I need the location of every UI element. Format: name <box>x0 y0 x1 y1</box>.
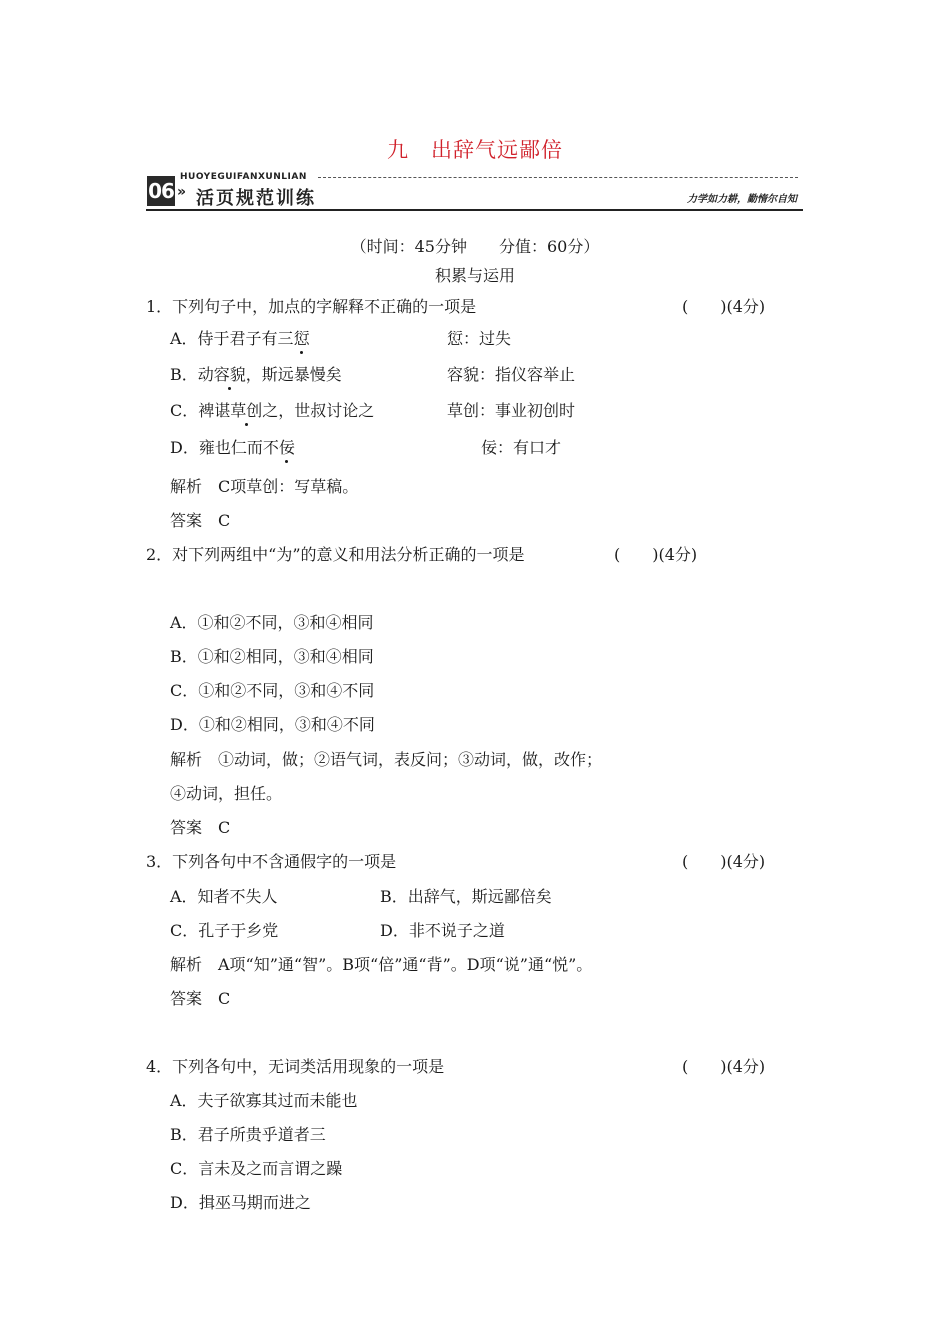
q2-option-c: C．①和②不同，③和④不同 <box>170 681 375 700</box>
q1-option-a: A．侍于君子有三愆 <box>170 326 310 349</box>
banner-pinyin: HUOYEGUIFANXUNLIAN <box>180 172 307 182</box>
banner-label: 活页规范训练 <box>196 188 316 209</box>
q4-option-d: D．揖巫马期而进之 <box>170 1193 311 1212</box>
q1-analysis: 解析 C项草创：写草稿。 <box>170 477 359 496</box>
q1-answer: 答案 C <box>170 511 231 530</box>
q1-gloss-c: 草创：事业初创时 <box>447 401 576 420</box>
q3-option-a: A．知者不失人 <box>170 887 278 906</box>
q3-option-c: C．孔子于乡党 <box>170 921 279 940</box>
section-banner <box>146 172 803 212</box>
q3-option-b: B．出辞气，斯远鄙倍矣 <box>380 887 552 906</box>
page-title: 九 出辞气远鄙倍 <box>387 138 563 162</box>
q2-answer: 答案 C <box>170 818 231 837</box>
q3-stem: 3．下列各句中不含通假字的一项是 <box>146 852 397 871</box>
dotted-char: 愆 <box>294 326 310 349</box>
q3-answer: 答案 C <box>170 989 231 1008</box>
q1-option-c: C．裨谌草创之，世叔讨论之 <box>170 398 374 421</box>
q3-analysis: 解析 A项“知”通“智”。B项“倍”通“背”。D项“说”通“悦”。 <box>170 955 593 974</box>
q4-stem: 4．下列各句中，无词类活用现象的一项是 <box>146 1057 445 1076</box>
q2-option-b: B．①和②相同，③和④相同 <box>170 647 374 666</box>
double-chevron-icon: » <box>177 184 187 200</box>
q2-stem: 2．对下列两组中“为”的意义和用法分析正确的一项是 <box>146 545 525 564</box>
q3-option-d: D．非不说子之道 <box>380 921 505 940</box>
q2-analysis-line-1: 解析 ①动词，做；②语气词，表反问；③动词，做，改作； <box>170 750 603 769</box>
q2-option-d: D．①和②相同，③和④不同 <box>170 715 375 734</box>
banner-rule <box>146 209 803 211</box>
q1-score: ( )(4分) <box>682 297 766 316</box>
q1-gloss-d: 佞：有口才 <box>481 438 562 457</box>
dotted-char: 佞 <box>279 435 295 458</box>
q4-option-a: A．夫子欲寡其过而未能也 <box>170 1091 358 1110</box>
banner-motto: 力学如力耕，勤惰尔自知 <box>687 194 797 205</box>
q1-gloss-a: 愆：过失 <box>447 329 512 348</box>
q4-option-b: B．君子所贵乎道者三 <box>170 1125 326 1144</box>
q1-gloss-b: 容貌：指仪容举止 <box>447 365 576 384</box>
dotted-char: 容貌 <box>214 362 246 385</box>
q1-option-d: D．雍也仁而不佞 <box>170 435 295 458</box>
q3-score: ( )(4分) <box>682 852 766 871</box>
banner-number: 06 <box>147 176 175 206</box>
banner-dashed-rule <box>318 177 798 178</box>
dotted-char: 草创 <box>230 398 262 421</box>
q4-option-c: C．言未及之而言谓之躁 <box>170 1159 343 1178</box>
q1-option-b: B．动容貌，斯远暴慢矣 <box>170 362 342 385</box>
q2-option-a: A．①和②不同，③和④相同 <box>170 613 374 632</box>
q2-analysis-line-2: ④动词，担任。 <box>170 784 283 803</box>
time-score: （时间：45分钟 分值：60分） <box>350 237 600 256</box>
q1-stem: 1．下列句子中，加点的字解释不正确的一项是 <box>146 297 477 316</box>
section-heading: 积累与运用 <box>434 266 515 285</box>
q4-score: ( )(4分) <box>682 1057 766 1076</box>
q2-score: ( )(4分) <box>614 545 698 564</box>
